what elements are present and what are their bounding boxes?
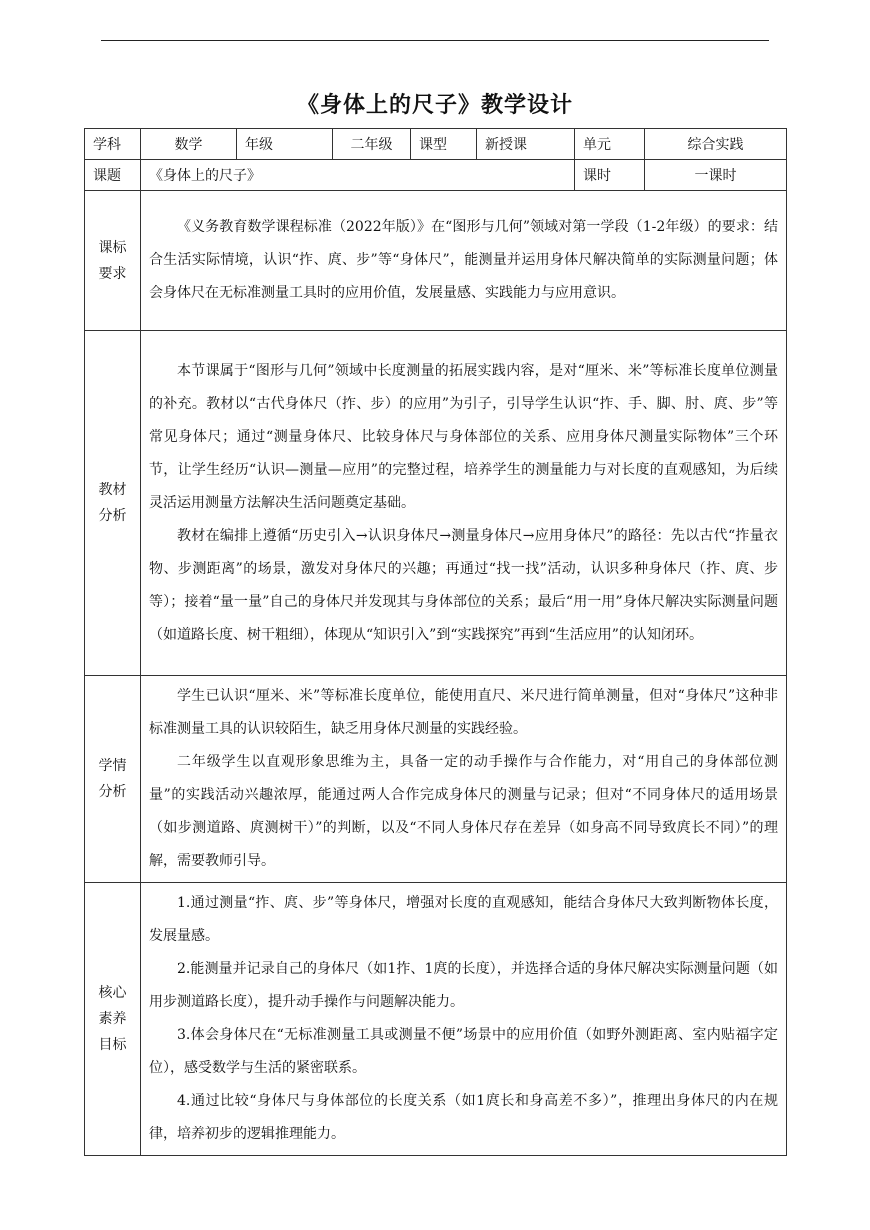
grade-value: 二年级 — [333, 129, 411, 160]
section-row-standards — [85, 191, 787, 331]
topic-row — [85, 160, 787, 191]
section-body — [141, 191, 787, 331]
paragraph: 二年级学生以直观形象思维为主，具备一定的动手操作与合作能力，对“用自己的身体部位测量”的实践活动兴趣浓厚，能通过两人合作完成身体尺的测量与记录；但对“不同身体尺的适用场景（如步测道路、庹测树干）”的判断，以及“不同人身体尺存在差异（如身高不同导致庹长不同）”的理解，需要教师引导。 — [149, 754, 778, 869]
subject-value: 数学 — [141, 129, 237, 160]
lesson-type-value: 新授课 — [477, 129, 575, 160]
class-hours-label: 课时 — [575, 160, 645, 191]
section-label-line: 课标 — [98, 239, 127, 256]
goal-item: 1.通过测量“拃、庹、步”等身体尺，增强对长度的直观感知，能结合身体尺大致判断物体长度，发展量感。 — [149, 895, 778, 944]
goal-item: 3.体会身体尺在“无标准测量工具或测量不便”场景中的应用价值（如野外测距离、室内贴福字定位），感受数学与生活的紧密联系。 — [149, 1027, 778, 1076]
section-label — [85, 331, 141, 676]
topic-value: 《身体上的尺子》 — [141, 160, 575, 191]
section-label — [85, 883, 141, 1156]
paragraph: 教材在编排上遵循“历史引入→认识身体尺→测量身体尺→应用身体尺”的路径：先以古代“拃量衣物、步测距离”的场景，激发对身体尺的兴趣；再通过“找一找”活动，认识多种身体尺（拃、庹、步等）；接着“量一量”自己的身体尺并发现其与身体部位的关系；最后“用一用”身体尺解决实际测量问题（如道路长度、树干粗细），体现从“知识引入”到“实践探究”再到“生活应用”的认知闭环。 — [149, 527, 778, 643]
section-label-line: 学情 — [98, 758, 127, 774]
unit-label: 单元 — [575, 129, 645, 160]
section-row-goals — [85, 883, 787, 1156]
section-body — [141, 331, 787, 676]
header-rule — [101, 40, 769, 41]
section-label-line: 核心 — [98, 985, 127, 1001]
section-body — [141, 676, 787, 883]
goal-item: 2.能测量并记录自己的身体尺（如1拃、1庹的长度），并选择合适的身体尺解决实际测量问题（如用步测道路长度），提升动手操作与问题解决能力。 — [149, 961, 778, 1010]
section-label-line: 教材 — [98, 482, 127, 498]
goal-item: 4.通过比较“身体尺与身体部位的长度关系（如1庹长和身高差不多）”，推理出身体尺的内在规律，培养初步的逻辑推理能力。 — [149, 1093, 778, 1142]
paragraph: 本节课属于“图形与几何”领域中长度测量的拓展实践内容，是对“厘米、米”等标准长度单位测量的补充。教材以“古代身体尺（拃、步）的应用”为引子，引导学生认识“拃、手、脚、肘、庹、步”等常见身体尺；通过“测量身体尺、比较身体尺与身体部位的关系、应用身体尺测量实际物体”三个环节，让学生经历“认识—测量—应用”的完整过程，培养学生的测量能力与对长度的直观感知，为后续灵活运用测量方法解决生活问题奠定基础。 — [149, 362, 778, 511]
document-title: 《身体上的尺子》教学设计 — [296, 93, 573, 118]
paragraph: 《义务教育数学课程标准（2022年版）》在“图形与几何”领域对第一学段（1-2年级）的要求：结合生活实际情境，认识“拃、庹、步”等“身体尺”，能测量并运用身体尺解决简单的实际测量问题；体会身体尺在无标准测量工具时的应用价值，发展量感、实践能力与应用意识。 — [149, 219, 778, 301]
section-label-line: 素养 — [98, 1011, 127, 1027]
grade-label: 年级 — [237, 129, 333, 160]
section-body — [141, 883, 787, 1156]
subject-label: 学科 — [85, 129, 141, 160]
section-label-line: 分析 — [98, 784, 127, 800]
section-row-textbook — [85, 331, 787, 676]
unit-value: 综合实践 — [645, 129, 787, 160]
section-label — [85, 676, 141, 883]
section-label-line: 分析 — [98, 508, 127, 524]
section-label — [85, 191, 141, 331]
section-row-learners — [85, 676, 787, 883]
lesson-type-label: 课型 — [411, 129, 477, 160]
class-hours-value: 一课时 — [645, 160, 787, 191]
header-row — [85, 129, 787, 160]
paragraph: 学生已认识“厘米、米”等标准长度单位，能使用直尺、米尺进行简单测量，但对“身体尺”这种非标准测量工具的认识较陌生，缺乏用身体尺测量的实践经验。 — [149, 688, 778, 737]
section-label-line: 要求 — [98, 265, 127, 282]
lesson-plan-table — [84, 128, 787, 1156]
section-label-line: 目标 — [98, 1037, 127, 1053]
topic-label: 课题 — [85, 160, 141, 191]
